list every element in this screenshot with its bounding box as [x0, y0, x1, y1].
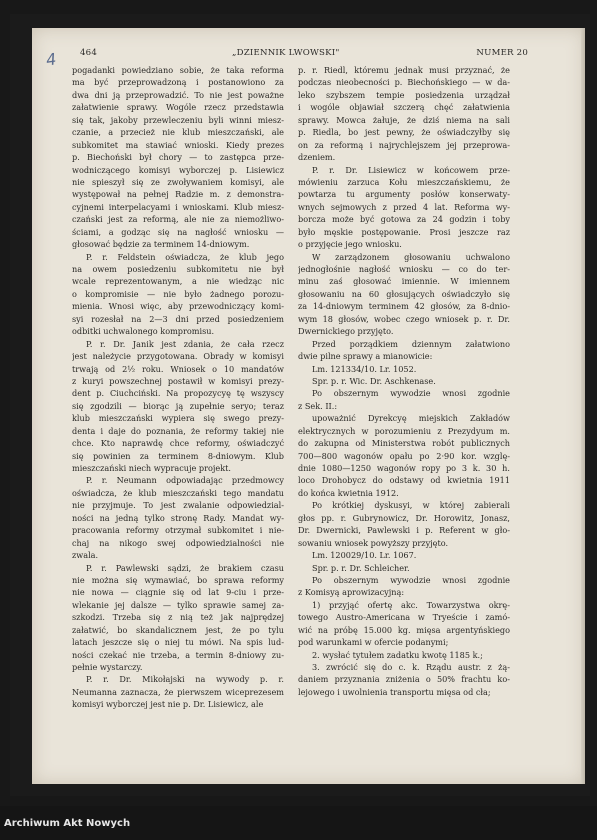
text-line: chaj na nikogo swej odpowiedzialności nie	[72, 537, 284, 548]
text-line: załatwić, bo skandalicznem jest, że po tylu	[72, 624, 284, 635]
text-line: ściami, a godząc się na nagłość wniosku —	[72, 226, 284, 237]
text-line: dnie 1080—1250 wagonów ropy po 3 k. 30 h.	[298, 463, 510, 473]
text-line: upoważnić Dyrekcyę miejskich Zakładów	[312, 413, 510, 424]
page-header	[80, 48, 528, 64]
text-line: Neumanna zaznacza, że pierwszem wiceprezesem	[72, 686, 284, 697]
text-line: towego Austro-Americana w Tryeście i zamó-	[298, 612, 510, 623]
archive-label: Archiwum Akt Nowych	[4, 818, 131, 829]
text-line: szkodzi. Trzeba się z nią też jak najprędzej	[72, 612, 284, 623]
text-line: p. Biechoński był chory — to zastępca prze-	[72, 152, 284, 163]
text-line: daniem przyznania zniżenia o 50% frachtu ko-	[298, 674, 510, 685]
text-line: wnych sejmowych z przed 4 lat. Reforma wy-	[298, 201, 510, 212]
text-line: 2. wysłać tytułem zadatku kwotę 1185 k.;	[312, 649, 483, 660]
text-line: pogadanki powiedziano sobie, że taka reforma	[72, 65, 284, 75]
text-line: P. r. Dr. Lisiewicz w końcowem prze-	[312, 164, 510, 175]
text-line: Dwernickiego przyjęto.	[298, 326, 394, 337]
text-line: z kuryi powszechnej postawił w komisyi prezy-	[72, 375, 284, 386]
text-line: nie przyjmuje. To jest zwalanie odpowiedzial-	[72, 500, 284, 511]
text-line: W zarządzonem głosowaniu uchwalono	[312, 251, 510, 262]
text-line: zwala.	[72, 550, 99, 561]
text-line: pod warunkami w ofercie podanymi;	[298, 637, 449, 648]
text-line: Po krótkiej dyskusyi, w której zabierali	[312, 500, 510, 511]
text-line: loco Drohobycz do odstawy od kwietnia 1911	[298, 475, 510, 486]
text-line: mieszczański niech wypracuje projekt.	[72, 463, 231, 473]
text-line: wym 18 głosów, wobec czego wniosek p. r. Dr.	[298, 313, 510, 324]
text-line: załatwienie sprawy. Wogóle rzecz przedstawia	[72, 102, 284, 113]
text-line: się tak, jakoby przewleczeniu byli winni miesz-	[72, 114, 284, 125]
text-line: P. r. Dr. Janik jest zdania, że cała rzecz	[86, 338, 284, 349]
text-line: o kompromisie — nie było żadnego porozu-	[72, 288, 284, 299]
text-line: trwają od 2½ roku. Wniosek o 10 mandatów	[72, 363, 284, 374]
text-line: sowaniu wniosek powyższy przyjęto.	[298, 537, 449, 548]
left-text-column	[72, 64, 284, 744]
text-line: chce. Kto naprawdę chce reformy, oświadczyć	[72, 438, 284, 449]
text-line: głosowaniu na 60 głosujących oświadczyło się	[298, 288, 510, 299]
text-line: Lm. 120029/10. Lr. 1067.	[312, 550, 417, 561]
text-line: dwa dni ją przeprowadzić. To nie jest poważne	[72, 89, 284, 100]
text-line: Przed porządkiem dziennym załatwiono	[312, 338, 510, 349]
right-text-column	[298, 64, 510, 744]
text-line: odbitki uchwalonego kompromisu.	[72, 326, 215, 337]
text-line: P. r. Feldstein oświadcza, że klub jego	[86, 251, 284, 262]
text-line: z Sek. II.:	[298, 400, 338, 411]
text-line: wcale reprezentowanym, a nie wiedząc nic	[72, 276, 284, 287]
text-line: P. r. Neumann odpowiadając przedmowcy	[86, 475, 284, 486]
text-line: P. r. Pawlewski sądzi, że brakiem czasu	[86, 562, 284, 573]
text-line: głos pp. r. Gubrynowicz, Dr. Horowitz, Jonasz,	[298, 512, 510, 523]
footer-bar	[0, 806, 597, 840]
text-line: komisyi wyborczej jest nie p. Dr. Lisiewicz, ale	[72, 699, 264, 710]
text-line: powtarza tu argumenty posłów konserwaty-	[298, 189, 510, 200]
text-line: P. r. Dr. Mikołajski na wywody p. r.	[86, 674, 284, 685]
text-line: z Komisyą aprowizacyjną:	[298, 587, 405, 598]
text-line: lejowego i uwolnienia transportu mięsa od cła;	[298, 686, 491, 697]
text-line: wodniczącego komisyi wyborczej p. Lisiewicz	[72, 164, 284, 175]
text-line: się powinien za terminem 8-dniowym. Klub	[72, 450, 284, 461]
text-line: ma być przeprowadzoną i postanowiono za	[72, 77, 284, 88]
journal-title: „DZIENNIK LWOWSKI"	[232, 48, 340, 58]
text-line: Lm. 121334/10. Lr. 1052.	[312, 363, 417, 374]
text-line: p. Riedla, bo jest pewny, że oświadczyłby się	[298, 127, 510, 138]
text-line: czanie, a przecież nie klub mieszczański, ale	[72, 127, 284, 138]
text-line: ności czekać nie trzeba, a termin 8-dniowy zu-	[72, 649, 284, 660]
text-line: do zakupna od Ministerstwa robót publicznych	[298, 438, 510, 449]
text-line: jednogłośnie nagłość wniosku — co do ter-	[298, 264, 510, 274]
text-line: 3. zwrócić się do c. k. Rządu austr. z żą-	[312, 662, 510, 672]
text-line: leko szybszem tempie posiedzenia urządzał	[298, 89, 510, 100]
text-line: 700—800 wagonów opału po 2·90 kor. wzglę-	[298, 450, 510, 461]
text-line: występował na pełnej Radzie m. z demonstra-	[72, 189, 284, 200]
text-line: denta i daje do poznania, że reformy takiej nie	[72, 425, 284, 436]
text-line: podczas nieobecności p. Biechońskiego — w da-	[298, 77, 510, 88]
text-line: elektrycznych w porozumieniu z Prezydyum m.	[298, 425, 510, 436]
issue-number: NUMER 20	[476, 48, 528, 58]
page-number: 464	[80, 48, 98, 58]
text-line: Po obszernym wywodzie wnosi zgodnie	[312, 574, 510, 585]
text-line: Dr. Dwernicki, Pawlewski i p. Referent w gło-	[298, 525, 510, 536]
text-line: nie nowa — ciągnie się od lat 9-ciu i prze-	[72, 587, 284, 598]
text-line: cyjnemi interpelacyami i wnioskami. Klub miesz-	[72, 201, 284, 212]
text-line: pełnie wystarczy.	[72, 662, 143, 672]
text-line: syi rozesłał na 2—3 dni przed posiedzeniem	[72, 313, 284, 324]
text-line: wlekanie jej dalsze — tylko sprawie samej za-	[72, 599, 284, 610]
text-line: Po obszernym wywodzie wnosi zgodnie	[312, 388, 510, 399]
text-line: dent p. Ciuchciński. Na propozycyę tę wszyscy	[72, 388, 284, 399]
text-line: Spr. p. r. Wic. Dr. Aschkenase.	[312, 375, 436, 386]
text-line: i wogóle objawiał szczerą chęć załatwienia	[298, 102, 510, 113]
text-line: mówieniu zarzuca Kołu mieszczańskiemu, że	[298, 176, 510, 187]
text-line: minu zaś głosować imiennie. W imiennem	[298, 276, 510, 287]
text-line: dzeniem.	[298, 152, 336, 163]
text-line: on za reformą i najrychlejszem jej przeprowa-	[298, 139, 510, 150]
text-line: jest należycie przygotowana. Obrady w komisyi	[72, 351, 284, 362]
margin-annotation: 4	[44, 49, 58, 70]
text-line: nie spieszył się ze zwoływaniem komisyi, ale	[72, 176, 284, 187]
text-line: na owem posiedzeniu subkomitetu nie był	[72, 264, 284, 274]
text-line: do końca kwietnia 1912.	[298, 487, 399, 498]
text-line: subkomitet ma stawiać wnioski. Kiedy prezes	[72, 139, 284, 150]
text-line: Spr. p. r. Dr. Schleicher.	[312, 562, 410, 573]
text-line: wić na próbę 15.000 kg. mięsa argentyńskiego	[298, 624, 510, 635]
text-line: p. r. Riedl, któremu jednak musi przyznać, że	[298, 65, 510, 75]
text-line: było męskie postępowanie. Prosi jeszcze raz	[298, 226, 510, 237]
text-line: latach jeszcze się o niej tu mówi. Na spis lud-	[72, 637, 284, 648]
text-line: 1) przyjąć ofertę akc. Towarzystwa okrę-	[312, 599, 510, 610]
text-line: głosować będzie za terminem 14-dniowym.	[72, 239, 250, 250]
text-line: ności na jedną tylko stronę Rady. Mandat wy-	[72, 512, 284, 523]
text-line: za 14-dniowym terminem 42 głosów, za 8-dnio-	[298, 301, 510, 312]
text-line: klub mieszczański wypiera się swego prezy-	[72, 413, 284, 424]
text-line: mienia. Wnosi więc, aby przewodniczący komi-	[72, 301, 284, 312]
text-line: się zgodzili — biorąc ją zupełnie seryo; teraz	[72, 400, 284, 411]
text-line: borcza może być gotowa za 24 godzin i toby	[298, 214, 510, 225]
text-line: sprawy. Mowca żałuje, że dziś niema na sali	[298, 114, 510, 125]
text-line: dwie pilne sprawy a mianowicie:	[298, 351, 433, 362]
text-line: nie można się wymawiać, bo sprawa reformy	[72, 574, 284, 585]
page-edge	[581, 28, 585, 784]
text-line: pracowania reformy otrzymał subkomitet i nie-	[72, 525, 284, 536]
text-line: oświadcza, że klub mieszczański tego mandatu	[72, 487, 284, 498]
text-line: o przyjęcie jego wniosku.	[298, 239, 402, 250]
text-line: czański jest za reformą, ale nie za niemożliwo-	[72, 214, 284, 225]
